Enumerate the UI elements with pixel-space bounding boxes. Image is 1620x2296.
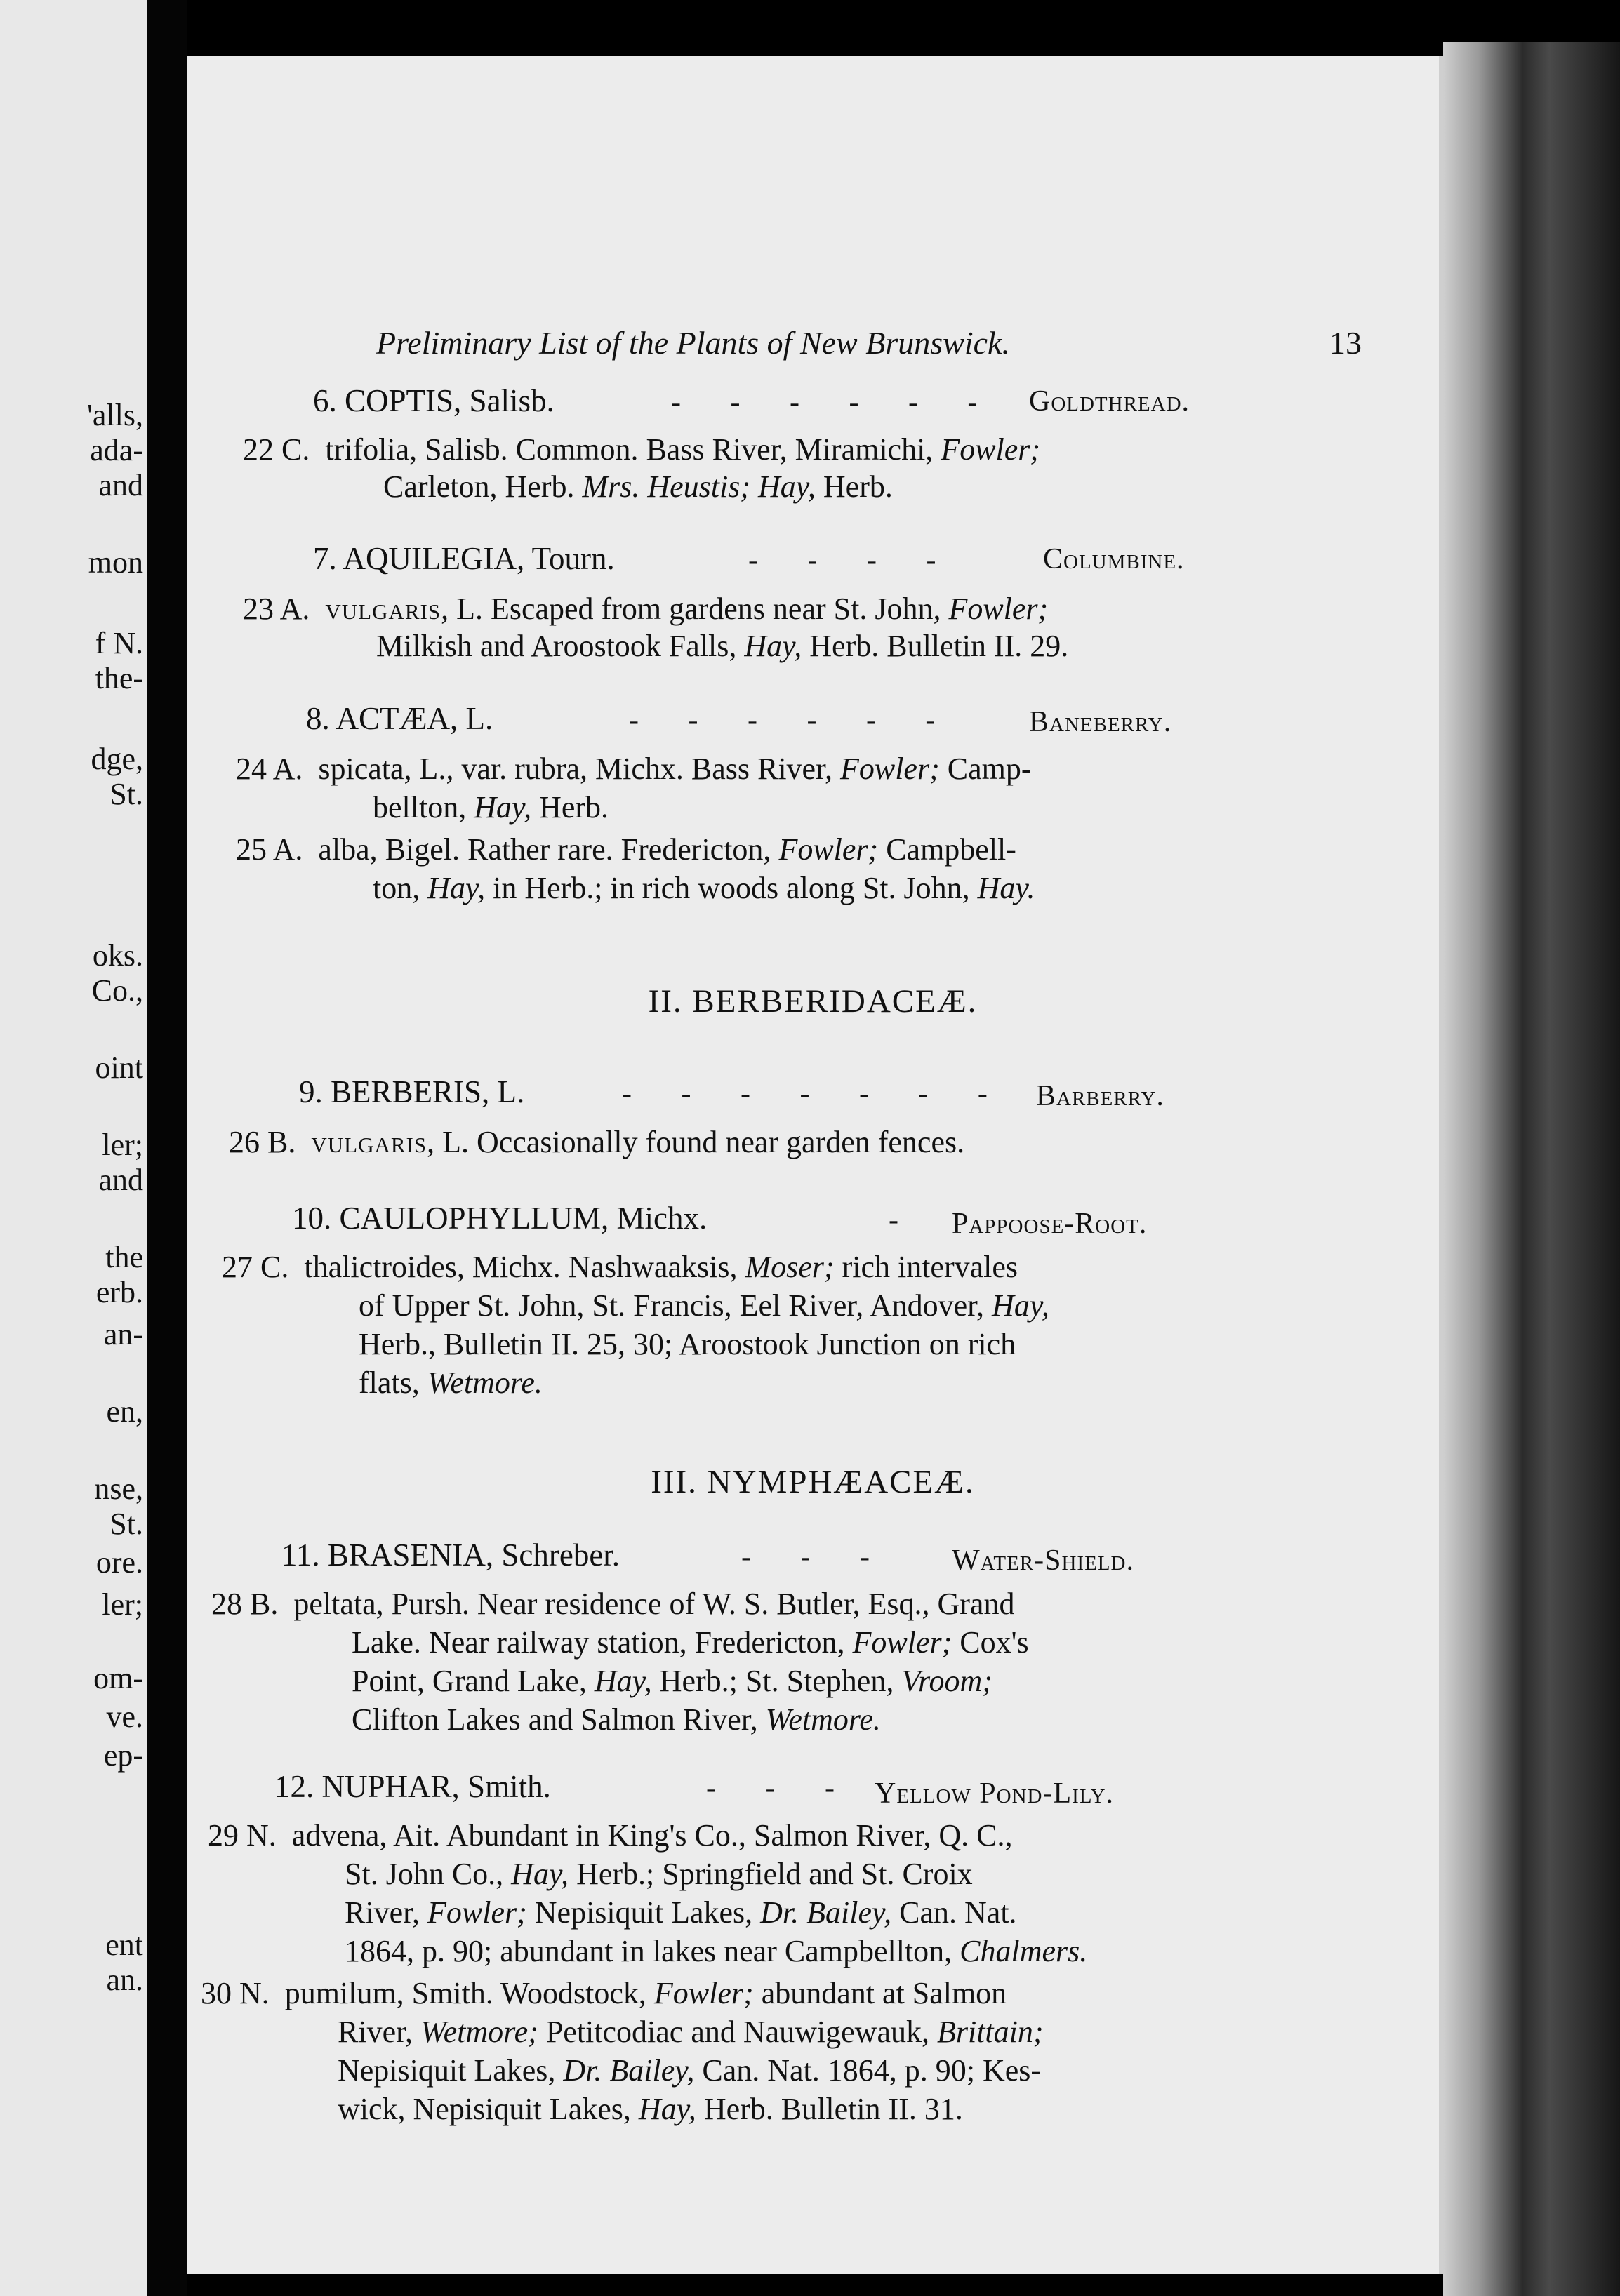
species-entry-cont: Herb., Bulletin II. 25, 30; Aroostook Junction on rich [359,1327,1016,1361]
species-entry: 23 A. vulgaris, L. Escaped from gardens near St. John, Fowler; [243,592,1049,626]
facing-page-fragment: ler; [102,1587,143,1622]
common-name: Pappoose-Root. [952,1208,1148,1240]
facing-page-fragment: Co., [91,973,143,1008]
facing-page-fragment: oint [95,1050,143,1085]
leader-dashes: - - - - - - [629,705,957,737]
species-entry-cont: Lake. Near railway station, Fredericton, Fowler; Cox's [352,1625,1029,1660]
species-entry-cont: of Upper St. John, St. Francis, Eel River, Andover, Hay, [359,1288,1049,1323]
species-entry-cont: River, Fowler; Nepisiquit Lakes, Dr. Bailey, Can. Nat. [345,1895,1017,1930]
leader-dashes: - - - - - - [671,387,999,419]
book-page [187,56,1443,2274]
facing-page-fragment: erb. [95,1275,143,1309]
leader-dashes: - - - [741,1541,891,1573]
species-entry-cont: Point, Grand Lake, Hay, Herb.; St. Stephen, Vroom; [352,1664,992,1698]
species-entry-cont: wick, Nepisiquit Lakes, Hay, Herb. Bulletin II. 31. [338,2092,963,2126]
species-entry-cont: Carleton, Herb. Mrs. Heustis; Hay, Herb. [383,469,893,504]
common-name: Columbine. [1043,543,1185,575]
family-heading: II. BERBERIDACEÆ. [648,983,978,1020]
species-entry: 25 A. alba, Bigel. Rather rare. Fredericton, Fowler; Campbell- [236,832,1016,867]
genus-heading: 10. CAULOPHYLLUM, Michx. [292,1201,708,1236]
genus-heading: 7. AQUILEGIA, Tourn. [313,541,615,576]
species-entry-cont: Clifton Lakes and Salmon River, Wetmore. [352,1702,881,1737]
leader-dashes: - - - - [748,545,957,577]
family-heading: III. NYMPHÆACEÆ. [651,1464,975,1500]
facing-page-fragment: and [98,468,143,502]
species-entry-cont: ton, Hay, in Herb.; in rich woods along St. John, Hay. [373,871,1035,905]
leader-dashes: - - - - - - - [622,1078,1009,1110]
species-entry: 29 N. advena, Ait. Abundant in King's Co., Salmon River, Q. C., [208,1818,1013,1853]
facing-page-fragment: ent [105,1928,143,1962]
common-name: Barberry. [1036,1080,1164,1112]
common-name: Yellow Pond-Lily. [875,1777,1115,1810]
species-entry: 27 C. thalictroides, Michx. Nashwaaksis, Moser; rich intervales [222,1250,1018,1284]
facing-page-edge [0,0,147,2296]
facing-page-fragment: St. [109,777,143,811]
facing-page-fragment: an. [106,1963,143,1997]
facing-page-fragment: ve. [106,1700,143,1734]
genus-heading: 11. BRASENIA, Schreber. [281,1537,620,1573]
species-entry-cont: bellton, Hay, Herb. [373,790,609,825]
page-header [187,324,1439,373]
species-entry-cont: Milkish and Aroostook Falls, Hay, Herb. Bulletin II. 29. [376,629,1069,663]
facing-page-fragment: St. [109,1507,143,1541]
species-entry: 30 N. pumilum, Smith. Woodstock, Fowler; abundant at Salmon [201,1976,1007,2010]
species-entry-cont: St. John Co., Hay, Herb.; Springfield and St. Croix [345,1857,973,1891]
species-entry: 26 B. vulgaris, L. Occasionally found near garden fences. [229,1125,965,1159]
facing-page-fragment: nse, [94,1471,143,1506]
species-entry-cont: River, Wetmore; Petitcodiac and Nauwigewauk, Brittain; [338,2015,1044,2049]
facing-page-fragment: ep- [103,1738,143,1773]
book-gutter [147,0,187,2296]
facing-page-fragment: om- [93,1661,143,1695]
species-entry: 28 B. peltata, Pursh. Near residence of W. S. Butler, Esq., Grand [211,1587,1015,1621]
facing-page-fragment: f N. [95,626,143,660]
facing-page-fragment: ler; [102,1128,143,1162]
facing-page-fragment: ada- [90,433,143,467]
facing-page-fragment: the- [95,661,143,695]
species-entry-cont: flats, Wetmore. [359,1366,543,1400]
facing-page-fragment: oks. [92,938,143,973]
facing-page-fragment: an- [103,1317,143,1351]
species-entry-cont: 1864, p. 90; abundant in lakes near Campbellton, Chalmers. [345,1934,1088,1968]
common-name: Baneberry. [1029,706,1172,738]
facing-page-fragment: and [98,1163,143,1197]
running-title: Preliminary List of the Plants of New Brunswick. [376,325,1010,361]
species-entry: 24 A. spicata, L., var. rubra, Michx. Bass River, Fowler; Camp- [236,752,1032,786]
genus-heading: 8. ACTÆA, L. [306,701,493,736]
facing-page-fragment: dge, [91,742,143,776]
species-entry: 22 C. trifolia, Salisb. Common. Bass River, Miramichi, Fowler; [243,432,1041,467]
page-edges [1443,42,1620,2296]
genus-heading: 6. COPTIS, Salisb. [313,383,555,418]
page-number: 13 [1329,325,1362,361]
leader-dashes: - [889,1204,919,1236]
genus-heading: 9. BERBERIS, L. [299,1074,525,1109]
facing-page-fragment: the [105,1240,143,1274]
common-name: Goldthread. [1029,385,1190,418]
common-name: Water-Shield. [952,1544,1134,1577]
facing-page-fragment: mon [88,545,143,580]
species-entry-cont: Nepisiquit Lakes, Dr. Bailey, Can. Nat. 1864, p. 90; Kes- [338,2053,1042,2088]
facing-page-fragment: 'alls, [86,398,143,432]
facing-page-fragment: ore. [95,1545,143,1580]
genus-heading: 12. NUPHAR, Smith. [274,1769,551,1804]
facing-page-fragment: en, [106,1394,143,1429]
leader-dashes: - - - [706,1773,856,1805]
